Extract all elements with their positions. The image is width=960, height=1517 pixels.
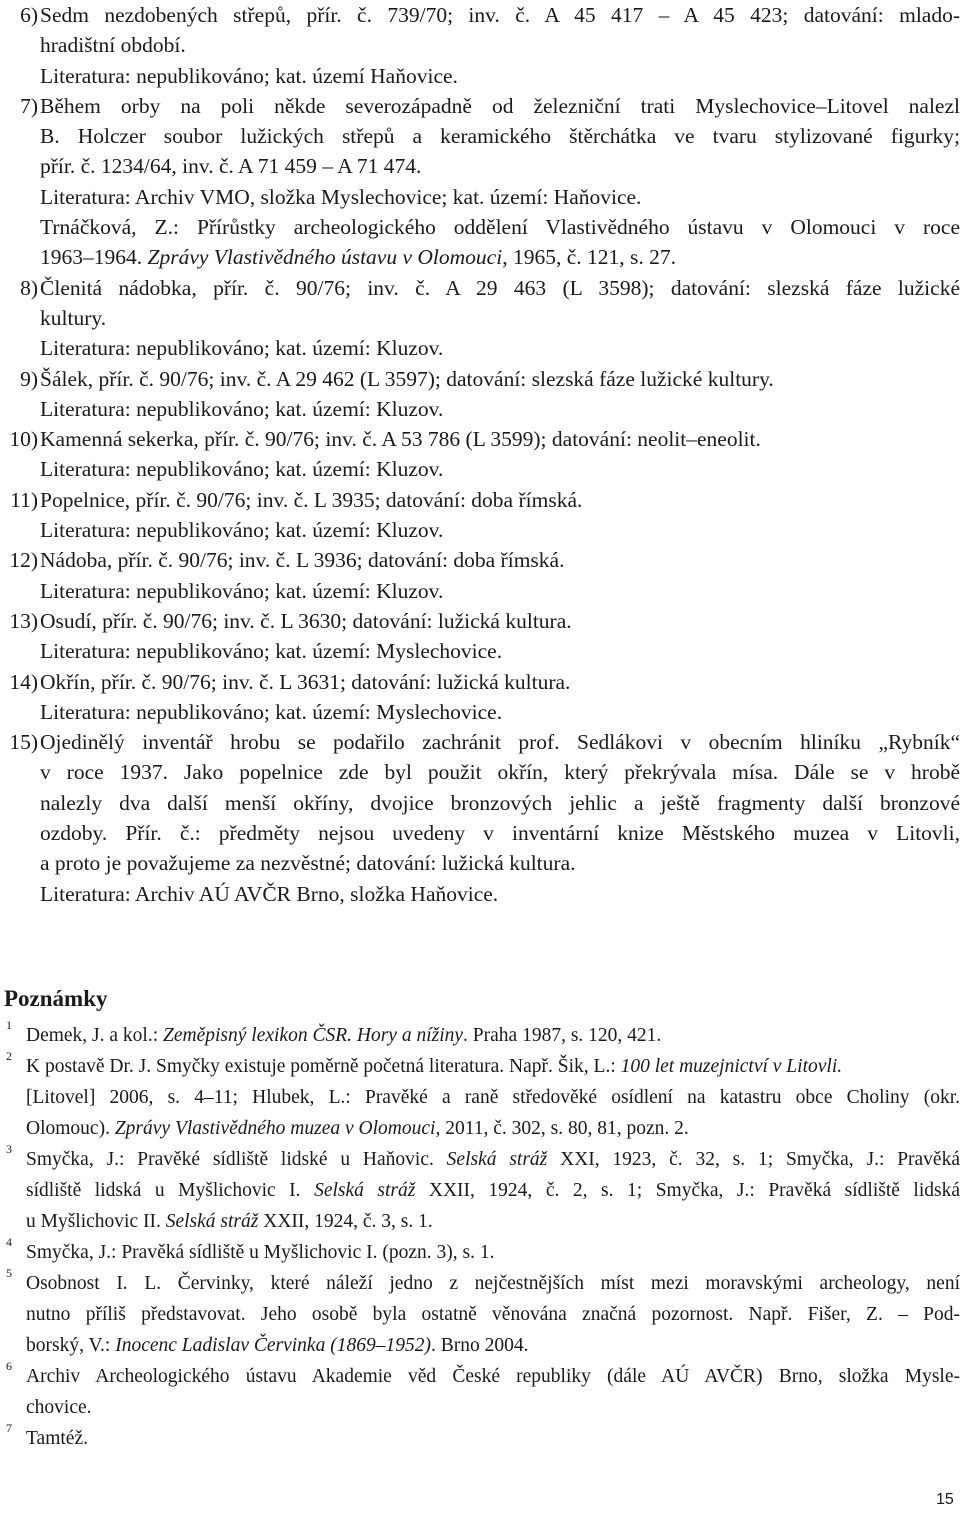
entry-literature: Literatura: nepublikováno; kat. území: Kluzov. bbox=[40, 336, 444, 361]
entry-text: Osudí, přír. č. 90/76; inv. č. L 3630; datování: lužická kultura. bbox=[40, 608, 572, 633]
footnote-marker: 3 bbox=[6, 1142, 12, 1156]
footnote-text-part: . Praha 1987, s. 120, 421. bbox=[463, 1025, 662, 1046]
footnote-7 bbox=[0, 1423, 960, 1454]
catalog-entry-9 bbox=[0, 364, 960, 425]
footnote-title: Zeměpisný lexikon ČSR. Hory a nížiny bbox=[163, 1025, 464, 1046]
footnote-5 bbox=[0, 1268, 960, 1361]
footnote-text-part: XXII, 1924, č. 3, s. 1. bbox=[258, 1211, 433, 1232]
entry-number: 11) bbox=[10, 487, 38, 512]
entry-text: ozdoby. Přír. č.: předměty nejsou uvedeny v inventární knize Městského muzea v Litovli, bbox=[40, 821, 960, 846]
footnote-text: [Litovel] 2006, s. 4–11; Hlubek, L.: Pravěké a raně středověké osídlení na katastru obce Choliny (okr. bbox=[26, 1087, 960, 1108]
notes-heading: Poznámky bbox=[4, 986, 108, 1011]
catalog-entry-10 bbox=[0, 424, 960, 485]
footnote-marker: 7 bbox=[6, 1421, 12, 1435]
entry-text: Členitá nádobka, přír. č. 90/76; inv. č. A 29 463 (L 3598); datování: slezská fáze lužické bbox=[40, 275, 960, 300]
entry-number: 12) bbox=[9, 548, 38, 573]
footnote-text-part: XXI, 1923, č. 32, s. 1; Smyčka, J.: Pravěká bbox=[547, 1149, 960, 1170]
footnote-3 bbox=[0, 1144, 960, 1237]
footnotes-list bbox=[0, 1020, 960, 1454]
reference-text: , 1965, č. 121, s. 27. bbox=[502, 245, 676, 270]
footnote-marker: 6 bbox=[6, 1359, 12, 1373]
reference-journal: Zprávy Vlastivědného ústavu v Olomouci bbox=[147, 245, 503, 270]
entry-literature: Literatura: nepublikováno; kat. území: Kluzov. bbox=[40, 518, 444, 543]
catalog-entry-7 bbox=[0, 91, 960, 273]
entry-text: v roce 1937. Jako popelnice zde byl použit okřín, který překrývala mísa. Dále se v hrobě bbox=[40, 760, 960, 785]
footnote-text bbox=[26, 1175, 960, 1206]
catalog-entry-8 bbox=[0, 273, 960, 364]
entry-reference bbox=[40, 242, 960, 272]
entry-text: a proto je považujeme za nezvěstné; datování: lužická kultura. bbox=[40, 851, 576, 876]
footnote-marker: 4 bbox=[6, 1235, 12, 1249]
footnote-text bbox=[26, 1206, 960, 1237]
footnote-title: 100 let muzejnictví v Litovli. bbox=[620, 1056, 843, 1077]
footnote-text-part: , 2011, č. 302, s. 80, 81, pozn. 2. bbox=[435, 1118, 689, 1139]
entry-literature: Literatura: nepublikováno; kat. území: Kluzov. bbox=[40, 396, 444, 421]
entry-text: přír. č. 1234/64, inv. č. A 71 459 – A 71 474. bbox=[40, 154, 422, 179]
footnote-text-part: Demek, J. a kol.: bbox=[26, 1025, 164, 1046]
footnote-text: nutno příliš představovat. Jeho osobě byla ostatně věnována značná pozornost. Např. Fišer, Z. – Pod- bbox=[26, 1304, 960, 1325]
entry-reference: Trnáčková, Z.: Přírůstky archeologického oddělení Vlastivědného ústavu v Olomouci v roce bbox=[40, 215, 960, 240]
page-number: 15 bbox=[936, 1491, 954, 1508]
entry-literature: Literatura: nepublikováno; kat. území: Myslechovice. bbox=[40, 639, 503, 664]
entry-text: kultury. bbox=[40, 305, 107, 330]
footnote-text: Smyčka, J.: Pravěká sídliště u Myšlichovic I. (pozn. 3), s. 1. bbox=[26, 1242, 495, 1263]
entry-literature: Literatura: Archiv AÚ AVČR Brno, složka Haňovice. bbox=[40, 881, 499, 906]
footnote-text bbox=[26, 1051, 960, 1082]
footnote-title: Selská stráž bbox=[446, 1149, 548, 1170]
entry-text: Ojedinělý inventář hrobu se podařilo zachránit prof. Sedlákovi v obecním hliníku „Rybník“ bbox=[40, 730, 960, 755]
footnote-title: Inocenc Ladislav Červinka (1869–1952) bbox=[115, 1335, 431, 1356]
entry-number: 13) bbox=[9, 608, 38, 633]
entry-number: 7) bbox=[20, 93, 38, 118]
entry-number: 14) bbox=[9, 669, 38, 694]
catalog-entry-14 bbox=[0, 667, 960, 728]
reference-text: 1963–1964. bbox=[40, 245, 148, 270]
footnote-6 bbox=[0, 1361, 960, 1423]
footnote-2 bbox=[0, 1051, 960, 1144]
footnote-4 bbox=[0, 1237, 960, 1268]
entry-text: Popelnice, přír. č. 90/76; inv. č. L 3935; datování: doba římská. bbox=[40, 487, 583, 512]
entry-literature: Literatura: nepublikováno; kat. území: Kluzov. bbox=[40, 578, 444, 603]
catalog-entry-15 bbox=[0, 727, 960, 909]
footnote-title: Selská stráž bbox=[165, 1211, 259, 1232]
entry-text: Během orby na poli někde severozápadně od železniční trati Myslechovice–Litovel nalezl bbox=[40, 93, 960, 118]
entry-text: hradištní období. bbox=[40, 33, 186, 58]
footnote-text bbox=[26, 1330, 960, 1361]
entry-literature: Literatura: nepublikováno; kat. území: Kluzov. bbox=[40, 457, 444, 482]
entry-text: Šálek, přír. č. 90/76; inv. č. A 29 462 (L 3597); datování: slezská fáze lužické kultury. bbox=[40, 366, 774, 391]
footnote-text-part: XXII, 1924, č. 2, s. 1; Smyčka, J.: Pravěká sídliště lidská bbox=[415, 1180, 960, 1201]
footnote-1 bbox=[0, 1020, 960, 1051]
footnote-text-part: K postavě Dr. J. Smyčky existuje poměrně početná literatura. Např. Šik, L.: bbox=[26, 1056, 621, 1077]
footnote-marker: 1 bbox=[6, 1018, 12, 1032]
footnote-text: Archiv Archeologického ústavu Akademie věd České republiky (dále AÚ AVČR) Brno, složka Mysle- bbox=[26, 1366, 960, 1387]
catalog-entry-6 bbox=[0, 0, 960, 91]
entry-number: 9) bbox=[20, 366, 38, 391]
entry-text: Kamenná sekerka, přír. č. 90/76; inv. č. A 53 786 (L 3599); datování: neolit–eneolit. bbox=[40, 427, 761, 452]
footnote-text bbox=[26, 1113, 960, 1144]
footnote-text-part: u Myšlichovic II. bbox=[26, 1211, 166, 1232]
entry-number: 6) bbox=[20, 3, 38, 27]
footnote-marker: 5 bbox=[6, 1266, 12, 1280]
footnote-text: chovice. bbox=[26, 1397, 92, 1418]
footnote-text-part: Olomouc). bbox=[26, 1118, 115, 1139]
entry-number: 8) bbox=[20, 275, 38, 300]
footnote-title: Selská stráž bbox=[314, 1180, 416, 1201]
footnote-text bbox=[26, 1144, 960, 1175]
footnote-marker: 2 bbox=[6, 1049, 12, 1063]
entry-text: Okřín, přír. č. 90/76; inv. č. L 3631; datování: lužická kultura. bbox=[40, 669, 571, 694]
entry-literature: Literatura: Archiv VMO, složka Myslechovice; kat. území: Haňovice. bbox=[40, 184, 642, 209]
entry-text: B. Holczer soubor lužických střepů a keramického štěrchátka ve tvaru stylizované figurky; bbox=[40, 124, 960, 149]
entry-text: Nádoba, přír. č. 90/76; inv. č. L 3936; datování: doba římská. bbox=[40, 548, 565, 573]
footnote-text-part: borský, V.: bbox=[26, 1335, 116, 1356]
footnote-text bbox=[26, 1020, 960, 1051]
footnote-text: Tamtéž. bbox=[26, 1428, 88, 1449]
entry-number: 10) bbox=[9, 427, 38, 452]
catalog-entry-11 bbox=[0, 485, 960, 546]
footnote-text-part: . Brno 2004. bbox=[430, 1335, 529, 1356]
catalog-entry-12 bbox=[0, 545, 960, 606]
footnote-title: Zprávy Vlastivědného muzea v Olomouci bbox=[114, 1118, 436, 1139]
entry-text: Sedm nezdobených střepů, přír. č. 739/70; inv. č. A 45 417 – A 45 423; datování: mlado- bbox=[40, 3, 960, 27]
footnote-text-part: sídliště lidská u Myšlichovic I. bbox=[26, 1180, 315, 1201]
entry-literature: Literatura: nepublikováno; kat. území: Myslechovice. bbox=[40, 699, 503, 724]
footnote-text: Osobnost I. L. Červinky, které náleží jedno z nejčestnějších míst mezi moravskými archeology, není bbox=[26, 1273, 960, 1294]
entry-literature: Literatura: nepublikováno; kat. území Haňovice. bbox=[40, 63, 458, 88]
entry-number: 15) bbox=[9, 730, 38, 755]
footnote-text-part: Smyčka, J.: Pravěké sídliště lidské u Haňovic. bbox=[26, 1149, 447, 1170]
catalog-entry-13 bbox=[0, 606, 960, 667]
entry-text: nalezly dva další menší okříny, dvojice bronzových jehlic a ještě fragmenty další bronzové bbox=[40, 790, 960, 815]
